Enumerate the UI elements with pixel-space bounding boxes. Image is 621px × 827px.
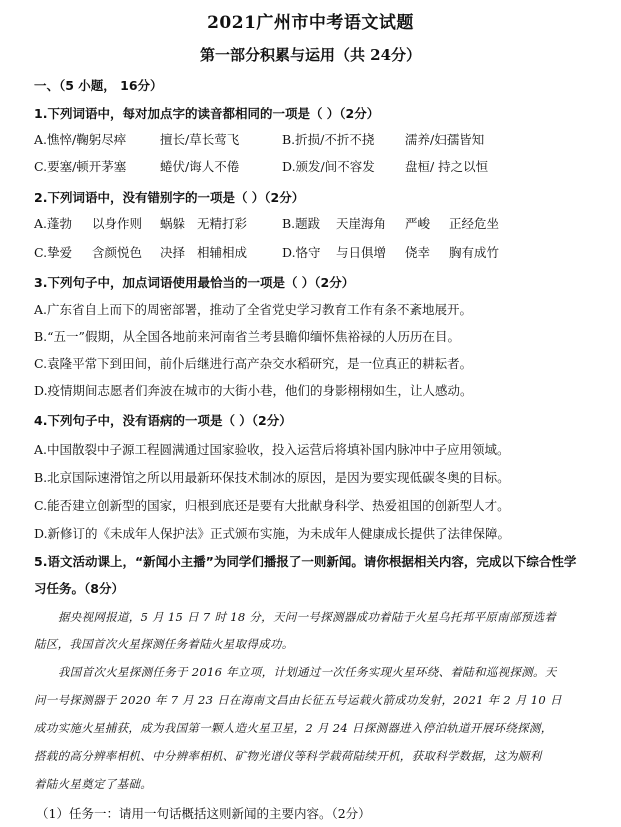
q1-option-d-word2: 盘桓/ 持之以恒	[405, 159, 489, 174]
q3-option-d: D.疫情期间志愿者们奔波在城市的大街小巷，他们的身影栩栩如生，让人感动。	[34, 383, 473, 398]
question-5-stem-line1: 5.语文活动课上，“新闻小主播”为同学们播报了一则新闻。请你根据相关内容，完成以下综合性学	[34, 554, 577, 569]
q3-option-a: A.广东省自上而下的周密部署，推动了全省党史学习教育工作有条不紊地展开。	[34, 302, 473, 317]
q3-option-c: C.袁隆平常下到田间，前仆后继进行高产杂交水稻研究，是一位真正的耕耘者。	[34, 356, 473, 371]
q1-option-a-word2: 擅长/草长莺飞	[160, 132, 240, 147]
q1-option-d-word1: D.颁发/间不容发	[282, 159, 375, 174]
question-4-stem: 4.下列句子中，没有语病的一项是（ ）（2分）	[34, 413, 292, 428]
question-1-stem: 1.下列词语中，每对加点字的读音都相同的一项是（ ）（2分）	[34, 106, 380, 121]
q2-option-d-word1: D.恪守	[282, 245, 321, 260]
question-2-stem: 2.下列词语中，没有错别字的一项是（ ）（2分）	[34, 190, 305, 205]
q2-option-b-word3: 严峻	[405, 216, 431, 231]
news-paragraph-1-line1: 据央视网报道，5 月 15 日 7 时 18 分，天问一号探测器成功着陆于火星乌托邦平原南部预选着	[58, 610, 557, 624]
news-paragraph-2-line1: 我国首次火星探测任务于 2016 年立项，计划通过一次任务实现火星环绕、着陆和巡视探测。天	[58, 665, 557, 679]
q4-option-c: C.能否建立创新型的国家，归根到底还是要有大批献身科学、热爱祖国的创新型人才。	[34, 498, 510, 513]
news-paragraph-2-line3: 成功实施火星捕获，成为我国第一颗人造火星卫星，2 月 24 日探测器进入停泊轨道开展环绕探测，	[34, 721, 553, 735]
q2-option-a-word1: A.蓬勃	[34, 216, 73, 231]
q2-option-d-word4: 胸有成竹	[449, 245, 500, 260]
page-title: 2021广州市中考语文试题	[207, 13, 414, 33]
q1-option-b-word1: B.折损/不折不挠	[282, 132, 375, 147]
question-5-stem-line2: 习任务。（8分）	[34, 581, 124, 596]
q2-option-d-word3: 侥幸	[405, 245, 431, 260]
q1-option-c-word1: C.要塞/顿开茅塞	[34, 159, 127, 174]
q2-option-c-word4: 相辅相成	[197, 245, 248, 260]
task-1-prompt: （1）任务一：请用一句话概括这则新闻的主要内容。（2分）	[36, 806, 371, 821]
news-paragraph-2-line2: 问一号探测器于 2020 年 7 月 23 日在海南文昌由长征五号运载火箭成功发射，2021 年 2 月 10 日	[34, 693, 562, 707]
q4-option-a: A.中国散裂中子源工程圆满通过国家验收，投入运营后将填补国内脉冲中子应用领域。	[34, 442, 510, 457]
q2-option-a-word2: 以身作则	[92, 216, 143, 231]
part-heading: 第一部分积累与运用（共 24分）	[199, 46, 422, 64]
q2-option-c-word1: C.挚爱	[34, 245, 73, 260]
q2-option-b-word4: 正经危坐	[449, 216, 500, 231]
q2-option-b-word1: B.题跋	[282, 216, 321, 231]
news-paragraph-2-line4: 搭载的高分辨率相机、中分辨率相机、矿物光谱仪等科学载荷陆续开机，获取科学数据，这为顺利	[34, 749, 542, 763]
q2-option-a-word4: 无精打彩	[197, 216, 248, 231]
q2-option-a-word3: 蜗躲	[160, 216, 186, 231]
news-paragraph-2-line5: 着陆火星奠定了基础。	[34, 777, 152, 791]
q4-option-b: B.北京国际速滑馆之所以用最新环保技术制冰的原因，是因为要实现低碳冬奥的目标。	[34, 470, 510, 485]
news-paragraph-1-line2: 陆区，我国首次火星探测任务着陆火星取得成功。	[34, 637, 294, 651]
q2-option-c-word3: 决择	[160, 245, 186, 260]
q1-option-c-word2: 蜷伏/诲人不倦	[160, 159, 240, 174]
q3-option-b: B.“五一”假期，从全国各地前来河南省兰考县瞻仰缅怀焦裕禄的人历历在目。	[34, 329, 460, 344]
q4-option-d: D.新修订的《未成年人保护法》正式颁布实施，为未成年人健康成长提供了法律保障。	[34, 526, 511, 541]
section-heading: 一、（5 小题， 16分）	[34, 78, 163, 93]
question-3-stem: 3.下列句子中，加点词语使用最恰当的一项是（ ）（2分）	[34, 275, 355, 290]
q1-option-b-word2: 濡养/妇孺皆知	[405, 132, 485, 147]
q2-option-b-word2: 天崖海角	[336, 216, 387, 231]
q1-option-a-word1: A.憔悴/鞠躬尽瘁	[34, 132, 127, 147]
q2-option-c-word2: 含颜悦色	[92, 245, 143, 260]
q2-option-d-word2: 与日俱增	[336, 245, 387, 260]
